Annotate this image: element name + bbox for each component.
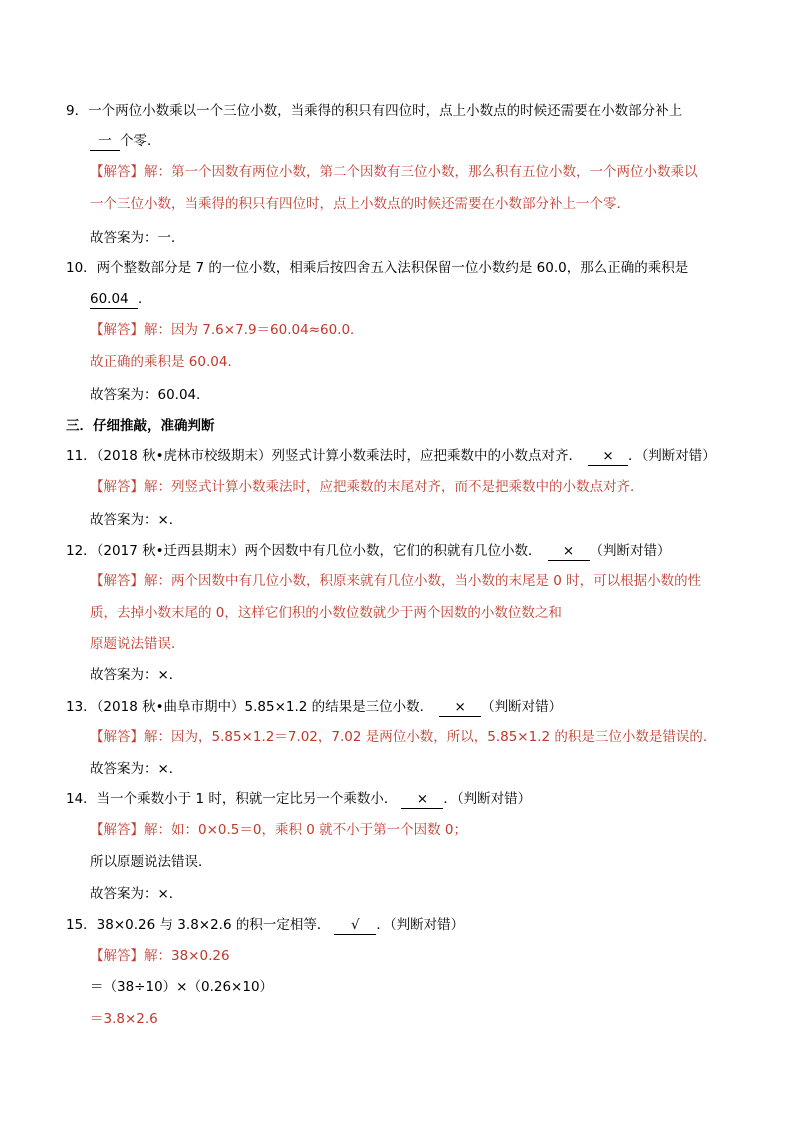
q15-stem-text: 15．38×0.26 与 3.8×2.6 的积一定相等． [66, 917, 331, 933]
q10-solution-tag: 【解答】 [90, 322, 144, 338]
q14-answer-blank: × [401, 791, 443, 809]
q15-solution-text-1: 解：38×0.26 [144, 948, 230, 964]
q10-stem [66, 258, 688, 278]
q12-solution-tag: 【解答】 [90, 573, 144, 589]
q12-solution-3: 原题说法错误． [90, 636, 185, 652]
q10-solution-text-1: 解：因为 7.6×7.9＝60.04≈60.0． [144, 322, 364, 338]
q12-stem-text: 12．（2017 秋•迁西县期末）两个因数中有几位小数，它们的积就有几位小数． [66, 543, 542, 559]
q12-stem [66, 541, 671, 561]
q14-solution-text-1: 解：如：0×0.5＝0，乘积 0 就不小于第一个因数 0； [144, 822, 468, 838]
q10-answer-blank: 60.04 [90, 291, 138, 309]
q13-stem-end: （判断对错） [481, 699, 563, 715]
q9-stem-end: 个零． [120, 133, 161, 149]
q10-stem-text: 10．两个整数部分是 7 的一位小数，相乘后按四舍五入法积保留一位小数约是 60.0，那么正确的乘积是 [66, 260, 689, 276]
q15-solution-1 [90, 946, 230, 966]
q9-answer-blank: 一 [90, 133, 120, 151]
q15-solution-3: ＝3.8×2.6 [90, 1011, 158, 1027]
q9-stem [66, 101, 682, 121]
q10-solution-2: 故正确的乘积是 60.04． [90, 354, 241, 370]
q15-answer-blank: √ [334, 917, 376, 935]
q9-stem-text: 9．一个两位小数乘以一个三位小数，当乘得的积只有四位时，点上小数点的时候还需要在小数部分补上 [66, 103, 683, 119]
q9-solution-1 [90, 162, 698, 182]
q11-answer-blank: × [588, 448, 628, 466]
q9-final-answer: 故答案为：一． [90, 230, 185, 246]
q14-solution-1 [90, 820, 467, 840]
q15-stem-end: ．（判断对错） [376, 917, 465, 933]
q10-stem-end: ． [138, 291, 152, 307]
q13-answer-blank: × [439, 699, 481, 717]
q13-stem [66, 697, 562, 717]
q11-stem-end: ．（判断对错） [628, 448, 716, 464]
q14-final-answer: 故答案为：×． [90, 886, 183, 902]
q12-final-answer: 故答案为：×． [90, 667, 183, 683]
q14-stem [66, 789, 531, 809]
q12-solution-2: 质，去掉小数末尾的 0，这样它们积的小数位数就少于两个因数的小数位数之和 [90, 605, 562, 621]
q11-final-answer: 故答案为：×． [90, 512, 183, 528]
q10-answer-line [90, 289, 152, 309]
q13-solution-tag: 【解答】 [90, 729, 144, 745]
q9-solution-2: 一个三位小数，当乘得的积只有四位时，点上小数点的时候还需要在小数部分补上一个零． [90, 196, 630, 212]
q12-stem-end: （判断对错） [589, 543, 671, 559]
q11-solution-1 [90, 477, 644, 497]
q14-solution-2: 所以原题说法错误． [90, 854, 212, 870]
q15-stem [66, 915, 464, 935]
q9-answer-line [90, 131, 161, 151]
q12-solution-1 [90, 571, 701, 591]
q9-solution-text-1: 解：第一个因数有两位小数，第二个因数有三位小数，那么积有五位小数，一个两位小数乘以 [144, 164, 698, 180]
q15-solution-2: ＝（38÷10）×（0.26×10） [90, 979, 274, 995]
q13-final-answer: 故答案为：×． [90, 761, 183, 777]
q10-solution-1 [90, 320, 364, 340]
q10-final-answer: 故答案为：60.04． [90, 387, 210, 403]
q15-solution-tag: 【解答】 [90, 948, 144, 964]
q11-stem [66, 446, 716, 466]
q13-stem-text: 13．（2018 秋•曲阜市期中）5.85×1.2 的结果是三位小数． [66, 699, 434, 715]
q11-stem-text: 11．（2018 秋•虎林市校级期末）列竖式计算小数乘法时，应把乘数中的小数点对齐． [66, 448, 583, 464]
q13-solution-1 [90, 727, 716, 747]
q9-solution-tag: 【解答】 [90, 164, 144, 180]
q12-solution-text-1: 解：两个因数中有几位小数，积原来就有几位小数，当小数的末尾是 0 时，可以根据小数的性 [144, 573, 702, 589]
q11-solution-tag: 【解答】 [90, 479, 144, 495]
section-3-title: 三．仔细推敲，准确判断 [66, 418, 215, 434]
q11-solution-text-1: 解：列竖式计算小数乘法时，应把乘数的末尾对齐，而不是把乘数中的小数点对齐． [144, 479, 644, 495]
q12-answer-blank: × [548, 543, 590, 561]
q13-solution-text-1: 解：因为，5.85×1.2＝7.02，7.02 是两位小数，所以，5.85×1.2 的积是三位小数是错误的． [144, 729, 717, 745]
q14-stem-end: ．（判断对错） [443, 791, 532, 807]
q14-solution-tag: 【解答】 [90, 822, 144, 838]
q14-stem-text: 14．当一个乘数小于 1 时，积就一定比另一个乘数小． [66, 791, 398, 807]
